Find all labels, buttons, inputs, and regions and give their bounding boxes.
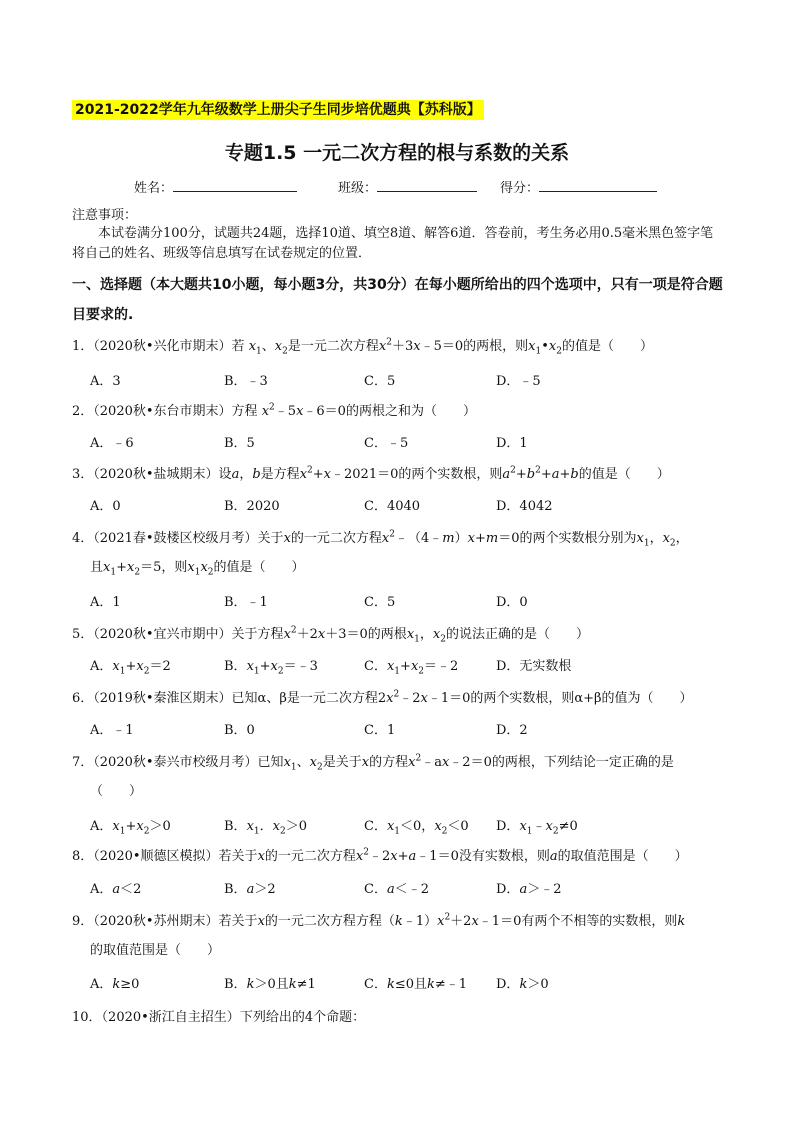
q8-option-a[interactable]: A．a＜2: [90, 882, 142, 897]
notes-body: 本试卷满分100分，试题共24题，选择10道、填空8道、解答6道．答卷前，考生务必用0.5毫米黑色签字笔将自己的姓名、班级等信息填写在试卷规定的位置．: [72, 226, 714, 261]
q7-option-b[interactable]: B．$x_1$．$x_2>0$: [224, 819, 308, 837]
q5-option-d[interactable]: D．无实数根: [496, 659, 572, 674]
question-5: 5．（2020秋•宜兴市期中）关于方程$x^2+2x+3=0$的两根$x_1$，$x_2$的说法正确的是（ ）: [72, 625, 589, 645]
notes-title: 注意事项：: [72, 208, 138, 223]
q7-option-c[interactable]: C．$x_1<0$，$x_2<0$: [364, 819, 469, 837]
question-2: 2．（2020秋•东台市期末）方程 $x^2﹣5x﹣6=0$的两根之和为（ ）: [72, 402, 476, 419]
q4-option-c[interactable]: C．5: [364, 595, 396, 610]
q3-option-a[interactable]: A．0: [90, 499, 121, 514]
question-9: 9．（2020秋•苏州期末）若关于x的一元二次方程方程$(k﹣1)x^2+2x﹣1=0$有两个不相等的实数根，则k 的取值范围是（ ）: [72, 912, 686, 958]
q6-option-a[interactable]: A．﹣1: [90, 723, 134, 738]
q5-option-c[interactable]: C．$x_1+x_2=﹣2$: [364, 659, 459, 677]
question-6: 6．（2019秋•秦淮区期末）已知α、β是一元二次方程$2x^2﹣2x﹣1=0$的两个实数根，则α+β的值为（ ）: [72, 689, 693, 706]
question-3: 3．（2020秋•盐城期末）设a，b是方程$x^2+x﹣2021=0$的两个实数根，则$a^2+b^2+a+b$的值是（ ）: [72, 465, 670, 482]
q5-option-b[interactable]: B．$x_1+x_2=﹣3$: [224, 659, 318, 677]
q3-option-b[interactable]: B．2020: [224, 499, 280, 514]
q1-option-c[interactable]: C．5: [364, 374, 396, 389]
q2-option-c[interactable]: C．﹣5: [364, 436, 409, 451]
q6-option-c[interactable]: C．1: [364, 723, 396, 738]
page-title: 专题1.5 一元二次方程的根与系数的关系: [224, 142, 570, 164]
q4-option-a[interactable]: A．1: [90, 595, 121, 610]
q8-option-b[interactable]: B．a＞2: [224, 882, 276, 897]
name-label: 姓名：: [134, 181, 174, 196]
q8-option-d[interactable]: D．a＞﹣2: [496, 882, 562, 897]
class-field[interactable]: [338, 177, 477, 196]
q4-option-b[interactable]: B．﹣1: [224, 595, 268, 610]
class-blank-line: [377, 179, 477, 192]
q9-option-a[interactable]: A．k≥0: [90, 977, 140, 992]
name-blank-line: [173, 179, 297, 192]
q4-option-d[interactable]: D．0: [496, 595, 528, 610]
q9-option-b[interactable]: B．k＞0且k≠1: [224, 977, 316, 992]
question-10: 10．（2020•浙江自主招生）下列给出的4个命题：: [72, 1010, 366, 1025]
score-label: 得分：: [500, 181, 540, 196]
score-field[interactable]: [500, 177, 657, 196]
q3-option-d[interactable]: D．4042: [496, 499, 553, 514]
q5-option-a[interactable]: A．$x_1+x_2=2$: [90, 659, 171, 677]
student-info-row: [0, 177, 794, 195]
question-8: 8．（2020•顺德区模拟）若关于x的一元二次方程$x^2﹣2x+a﹣1=0$没有实数根，则a的取值范围是（ ）: [72, 847, 688, 864]
series-banner: 2021-2022学年九年级数学上册尖子生同步培优题典【苏科版】: [72, 100, 484, 120]
q8-option-c[interactable]: C．a＜﹣2: [364, 882, 429, 897]
q9-option-d[interactable]: D．k＞0: [496, 977, 549, 992]
q7-option-a[interactable]: A．$x_1+x_2>0$: [90, 819, 171, 837]
q2-option-d[interactable]: D．1: [496, 436, 528, 451]
question-1: 1．（2020秋•兴化市期末）若 $x_1$、$x_2$是一元二次方程$x^2+3x﹣5=0$的两根，则$x_1•x_2$的值是（ ）: [72, 337, 653, 357]
question-7: 7．（2020秋•泰兴市校级月考）已知$x_1$、$x_2$是关于x的方程$x^2﹣ax﹣2=0$的两根，下列结论一定正确的是 （ ）: [72, 753, 674, 799]
q2-option-b[interactable]: B．5: [224, 436, 255, 451]
q1-option-b[interactable]: B．﹣3: [224, 374, 268, 389]
name-field[interactable]: [134, 177, 297, 196]
section-title: 一、选择题（本大题共10小题，每小题3分，共30分）在每小题所给出的四个选项中，只有一项是符合题目要求的.: [72, 277, 723, 323]
q3-option-c[interactable]: C．4040: [364, 499, 421, 514]
q6-option-b[interactable]: B．0: [224, 723, 255, 738]
q9-option-c[interactable]: C．k≤0且k≠﹣1: [364, 977, 468, 992]
q1-option-a[interactable]: A．3: [90, 374, 121, 389]
q1-option-d[interactable]: D．﹣5: [496, 374, 541, 389]
q7-option-d[interactable]: D．$x_1﹣x_2\ne 0$: [496, 819, 578, 837]
q6-option-d[interactable]: D．2: [496, 723, 528, 738]
q2-option-a[interactable]: A．﹣6: [90, 436, 134, 451]
question-4: 4．（2021春•鼓楼区校级月考）关于x的一元二次方程$x^2﹣(4﹣m)x+m=0$的两个实数根分别为$x_1$，$x_2$， 且$x_1+x_2=5$，则$x_1x_2$的值是（ ）: [72, 529, 689, 578]
score-blank-line: [539, 179, 657, 192]
class-label: 班级：: [338, 181, 378, 196]
